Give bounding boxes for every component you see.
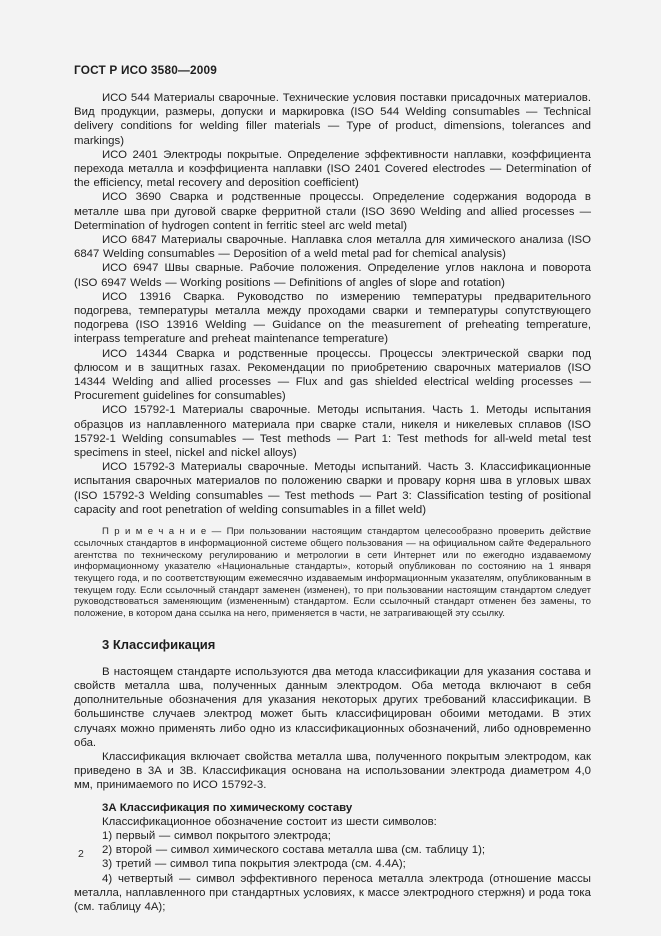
document-header-number: ГОСТ Р ИСО 3580—2009	[74, 63, 218, 77]
reference-iso-2401: ИСО 2401 Электроды покрытые. Определение эффективности наплавки, коэффициента перехода металла и коэффициента наплавки (ISO 2401 Covered electrodes — Determination of the efficiency, metal recovery and deposition coefficient)	[74, 148, 591, 190]
page-number: 2	[78, 848, 84, 860]
section-3-heading: 3 Классификация	[102, 636, 216, 652]
reference-iso-6947: ИСО 6947 Швы сварные. Рабочие положения. Определение углов наклона и поворота (ISO 6947 Welds — Working positions — Definitions of angles of slope and rotation)	[74, 262, 591, 289]
reference-iso-15792-1: ИСО 15792-1 Материалы сварочные. Методы испытания. Часть 1. Методы испытания образцов из наплавленного материала при сварке стали, никеля и никелевых сплавов (ISO 15792-1 Welding consumables — Test methods — Part 1: Test methods for all-weld metal test specimens in steel, nickel and nickel alloys)	[74, 404, 591, 460]
section-3-paragraph: В настоящем стандарте используются два метода классификации для указания состава и свойств металла шва, полученных данным электродом. Оба метода включают в себя дополнительные обозначения для указания некоторых других требований классификации. В большинстве случаев электрод может быть классифицирован обоими методами. В этих случаях можно применять либо одно из классификационных обозначений, либо одновременно оба.	[74, 665, 591, 749]
classification-symbol-item-2: 2) второй — символ химического состава металла шва (см. таблицу 1);	[102, 844, 486, 857]
note-paragraph: П р и м е ч а н и е — При пользовании настоящим стандартом целесообразно проверить действие ссылочных стандартов в информационной системе общего пользования — на официальном сайте Федерального агентства по техническому регулированию и метрологии в сети Интернет или по ежегодно издаваемому информационному указателю «Национальные стандарты», который опубликован по состоянию на 1 января текущего года, и по соответствующим ежемесячно издаваемым информационным указателям, опубликованным в текущем году. Если ссылочный стандарт заменен (изменен), то при пользовании настоящим стандартом следует руководствоваться заменяющим (измененным) стандартом. Если ссылочный стандарт отменен без замены, то положение, в котором дана ссылка на него, применяется в части, не затрагивающей эту ссылку.	[74, 526, 591, 620]
reference-iso-14344: ИСО 14344 Сварка и родственные процессы. Процессы электрической сварки под флюсом и в защитных газах. Рекомендации по приобретению сварочных материалов (ISO 14344 Welding and allied processes — Flux and gas shielded electrical welding processes — Procurement guidelines for consumables)	[74, 347, 591, 403]
classification-symbol-item-1: 1) первый — символ покрытого электрода;	[102, 829, 331, 842]
section-3-paragraph: Классификация включает свойства металла шва, полученного покрытым электродом, как приведено в 3А и 3В. Классификация основана на использовании электрода диаметром 4,0 мм, принимаемого по ИСО 15792-3.	[74, 750, 591, 792]
reference-iso-15792-3: ИСО 15792-3 Материалы сварочные. Методы испытаний. Часть 3. Классификационные испытания сварочных материалов по положению сварки и провару корня шва в угловых швах (ISO 15792-3 Welding consumables — Test methods — Part 3: Classification testing of positional capacity and root penetration of welding consumables in a fillet weld)	[74, 461, 591, 516]
reference-iso-13916: ИСО 13916 Сварка. Руководство по измерению температуры предварительного подогрева, температуры металла между проходами сварки и температуры сопутствующего подогрева (ISO 13916 Welding — Guidance on the measurement of preheating temperature, interpass temperature and preheat maintenance temperature)	[74, 290, 591, 346]
page-content	[74, 63, 591, 914]
classification-symbol-item-3: 3) третий — символ типа покрытия электрода (см. 4.4А);	[102, 858, 406, 871]
classification-symbol-item-4: 4) четвертый — символ эффективного переноса металла электрода (отношение массы металла, наплавленного при стандартных условиях, к массе электродного стержня) и рода тока (см. таблицу 4А);	[74, 872, 591, 913]
reference-iso-6847: ИСО 6847 Материалы сварочные. Наплавка слоя металла для химического анализа (ISO 6847 Welding consumables — Deposition of a weld metal pad for chemical analysis)	[74, 234, 591, 261]
subsection-3a-intro: Классификационное обозначение состоит из шести символов:	[102, 815, 437, 828]
reference-iso-544: ИСО 544 Материалы сварочные. Технические условия поставки присадочных материалов. Вид продукции, размеры, допуски и маркировка (ISO 544 Welding consumables — Technical delivery conditions for welding filler materials — Type of product, dimensions, tolerances and markings)	[74, 92, 591, 147]
subsection-3a-heading: 3А Классификация по химическому составу	[102, 801, 353, 814]
reference-iso-3690: ИСО 3690 Сварка и родственные процессы. Определение содержания водорода в металле шва при дуговой сварке ферритной стали (ISO 3690 Welding and allied processes — Determination of hydrogen content in ferritic steel arc weld metal)	[74, 191, 591, 232]
